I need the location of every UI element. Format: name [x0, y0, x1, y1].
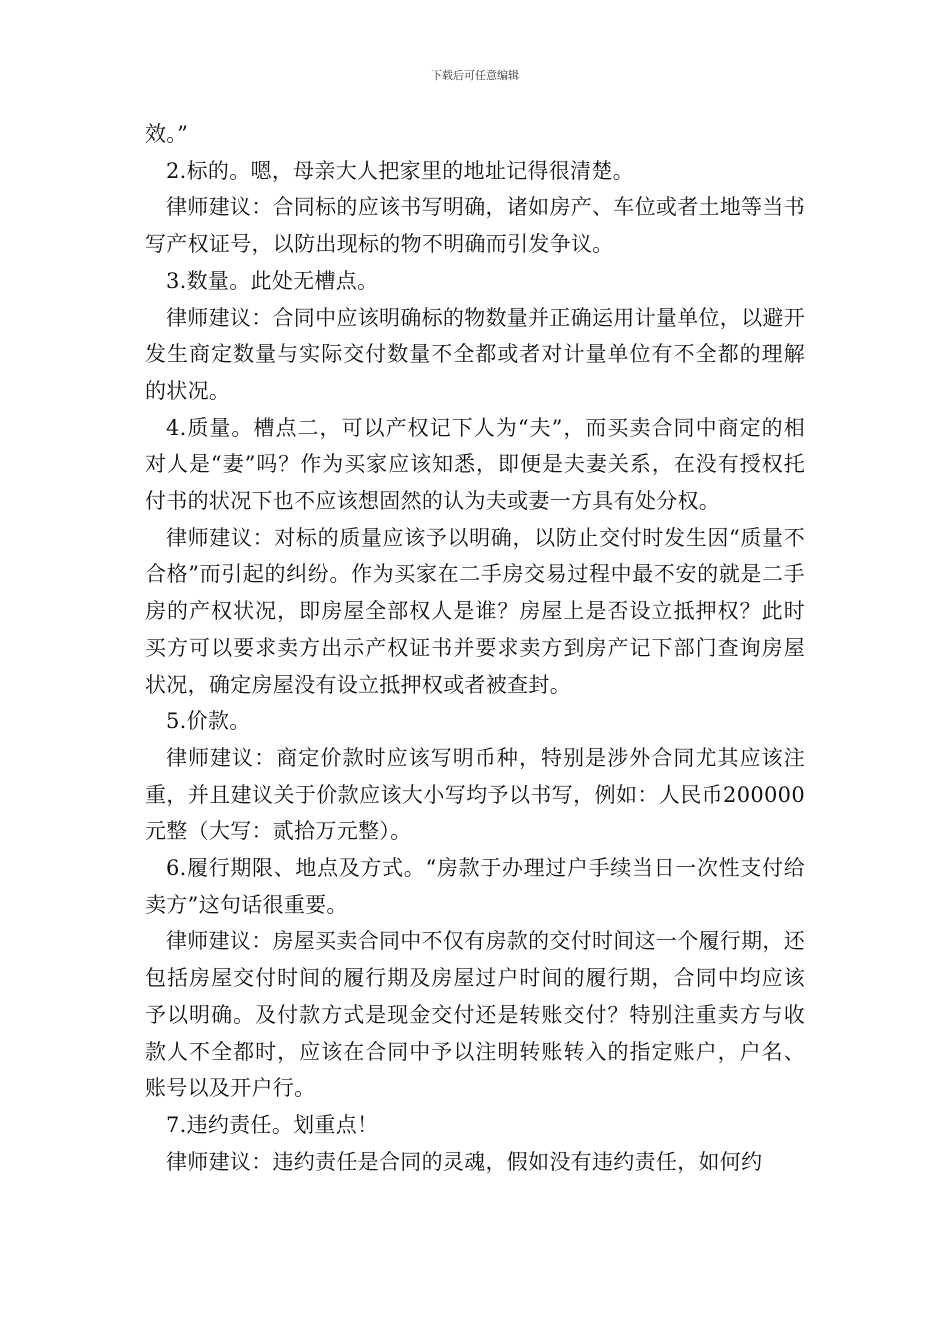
section-heading-price: 5.价款。 — [166, 709, 251, 734]
section-heading-quality: 4.质量。槽点二，可以产权记下人为“夫”，而买卖合同中商定的相对人是“妻”吗？作为买家应该知悉，即便是夫妻关系，在没有授权托付书的状况下也不应该想固然的认为夫或妻一方具有处分权。 — [145, 415, 805, 514]
page-header: 下载后可任意编辑 — [431, 69, 519, 82]
lawyer-advice-paragraph: 律师建议：合同中应该明确标的物数量并正确运用计量单位，以避开发生商定数量与实际交付数量不全都或者对计量单位有不全都的理解的状况。 — [145, 305, 805, 403]
section-heading-performance: 6.履行期限、地点及方式。“房款于办理过户手续当日一次性支付给卖方”这句话很重要。 — [145, 856, 805, 917]
lawyer-advice-paragraph: 律师建议：违约责任是合同的灵魂，假如没有违约责任，如何约 — [166, 1149, 763, 1174]
lawyer-advice-paragraph: 律师建议：对标的质量应该予以明确，以防止交付时发生因“质量不合格”而引起的纠纷。作为买家在二手房交易过程中最不安的就是二手房的产权状况，即房屋全部权人是谁？房屋上是否设立抵押权？此时买方可以要求卖方出示产权证书并要求卖方到房产记下部门查询房屋状况，确定房屋没有设立抵押权或者被查封。 — [145, 525, 805, 697]
document-body — [145, 116, 805, 1180]
lawyer-advice-paragraph: 律师建议：房屋买卖合同中不仅有房款的交付时间这一个履行期，还包括房屋交付时间的履行期及房屋过户时间的履行期，合同中均应该予以明确。及付款方式是现金交付还是转账交付？特别注重卖方与收款人不全都时，应该在合同中予以注明转账转入的指定账户，户名、账号以及开户行。 — [145, 929, 805, 1101]
lawyer-advice-paragraph: 律师建议：合同标的应该书写明确，诸如房产、车位或者土地等当书写产权证号，以防出现标的物不明确而引发争议。 — [145, 195, 805, 257]
section-heading-subject: 2.标的。嗯，母亲大人把家里的地址记得很清楚。 — [166, 158, 634, 183]
paragraph: 效。” — [145, 122, 189, 146]
section-heading-quantity: 3.数量。此处无槽点。 — [166, 268, 379, 293]
lawyer-advice-paragraph: 律师建议：商定价款时应该写明币种，特别是涉外合同尤其应该注重，并且建议关于价款应该大小写均予以书写，例如：人民币200000元整（大写：贰拾万元整）。 — [145, 745, 805, 844]
section-heading-liability: 7.违约责任。划重点！ — [166, 1112, 379, 1137]
